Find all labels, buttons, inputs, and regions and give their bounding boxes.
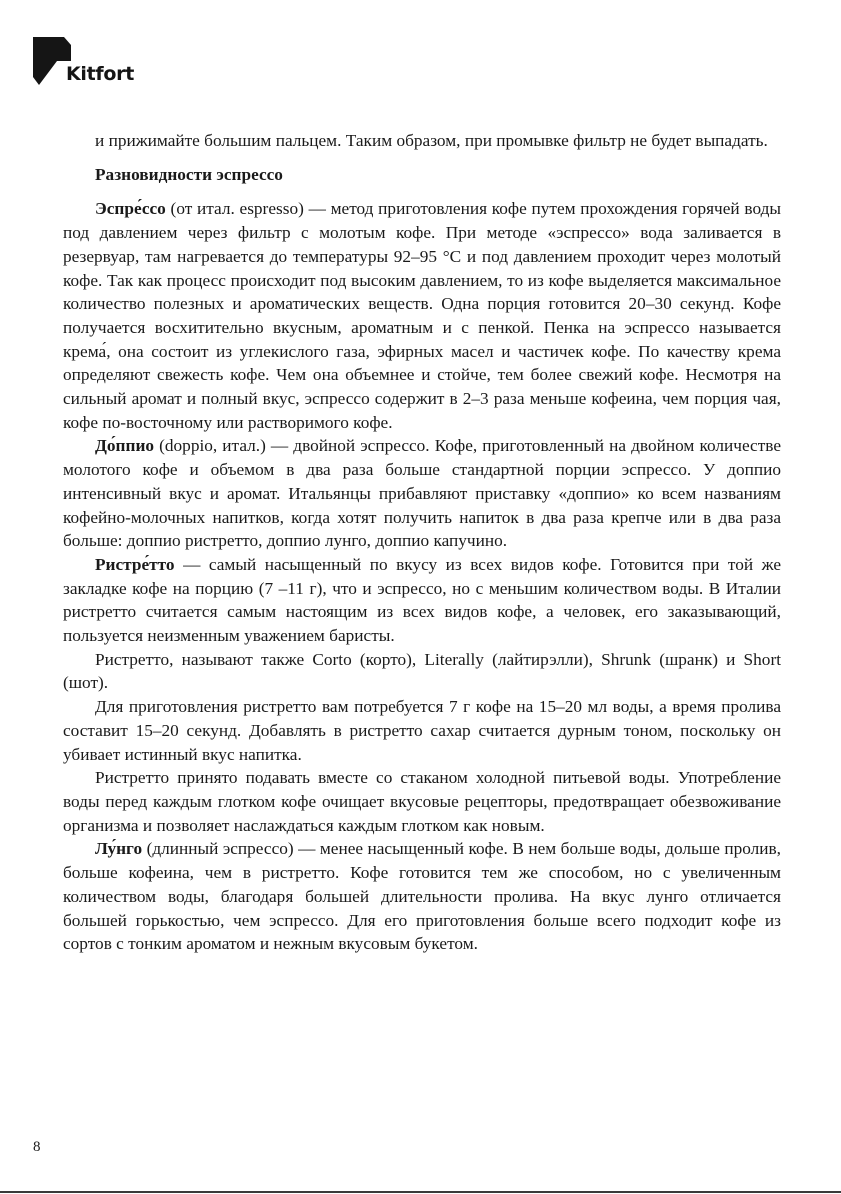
bottom-divider [0, 1191, 841, 1193]
section-title: Разновидности эспрессо [95, 164, 283, 184]
paragraph-ristretto-names: Ристретто, называют также Corto (корто), Literally (лайтирэлли), Shrunk (шранк) и Short (шот). [63, 649, 781, 693]
text-ristretto: — самый насыщенный по вкусу из всех видов кофе. Готовится при той же закладке кофе на порцию (7 –11 г), что и эспрессо, но с меньшим количеством воды. В Италии ристретто считается самым настоящим из всех видов кофе, а человек, его заказывающий, пользуется неизменным уважением баристы. [63, 554, 781, 646]
paragraph-espresso [63, 197, 781, 434]
text-doppio: (doppio, итал.) — двойной эспрессо. Кофе, приготовленный на двойном количестве молотого кофе и объемом в два раза больше стандартной порции эспрессо. У доппио интенсивный вкус и аромат. Итальянцы прибавляют приставку «доппио» ко всем названиям кофейно-молочных напитков, когда хотят получить напиток в два раза крепче или в два раза больше: доппио ристретто, доппио лунго, доппио капучино. [63, 436, 781, 551]
paragraph-doppio [63, 434, 781, 553]
document-body [63, 129, 781, 956]
brand-logo [33, 37, 153, 97]
paragraph-ristretto [63, 553, 781, 648]
term-doppio: До́ппио [95, 436, 155, 456]
paragraph-ristretto-serve: Ристретто принято подавать вместе со стаканом холодной питьевой воды. Употребление воды перед каждым глотком кофе очищает вкусовые рецепторы, предотвращает обезвоживание организма и позволяет наслаждаться каждым глотком как новым. [63, 768, 781, 835]
text-espresso: (от итал. espresso) — метод приготовления кофе путем прохождения горячей воды под давлением через фильтр с молотым кофе. При методе «эспрессо» вода заливается в резервуар, там нагревается до температуры 92–95 °C и под давлением проходит через молотый кофе. Так как процесс происходит под высоким давлением, то из кофе выделяется максимальное количество полезных и ароматических веществ. Одна порция готовится 20–30 секунд. Кофе получается восхитительно вкусным, ароматным и с пенкой. Пенка на эспрессо называется крема́, она состоит из углекислого газа, эфирных масел и частичек кофе. По качеству крема определяют свежесть кофе. Чем она объемнее и стойче, тем более свежий кофе. Несмотря на сильный аромат и полный вкус, эспрессо содержит в 2–3 раза меньше кофеина, чем порция чая, кофе по-восточному или растворимого кофе. [63, 199, 781, 432]
term-ristretto: Ристре́тто [95, 554, 175, 574]
paragraph-lungo [63, 837, 781, 956]
paragraph-ristretto-prep: Для приготовления ристретто вам потребуется 7 г кофе на 15–20 мл воды, а время пролива составит 15–20 секунд. Добавлять в ристретто сахар считается дурным тоном, поскольку он убивает истинный вкус напитка. [63, 697, 781, 764]
term-espresso: Эспре́ссо [95, 199, 166, 219]
brand-name: Kitfort [66, 63, 134, 85]
text-lungo: (длинный эспрессо) — менее насыщенный кофе. В нем больше воды, дольше пролив, больше кофеина, чем в ристретто. Кофе готовится тем же способом, но с увеличенным количеством воды, благодаря большей длительности пролива. На вкус лунго отличается большей горькостью, чем эспрессо. Для его приготовления больше всего подходит кофе из сортов с тонким ароматом и нежным вкусовым букетом. [63, 839, 781, 954]
page-number: 8 [33, 1139, 41, 1155]
term-lungo: Лу́нго [95, 839, 143, 859]
intro-paragraph: и прижимайте большим пальцем. Таким образом, при промывке фильтр не будет выпадать. [95, 131, 768, 150]
section-heading-wrap [63, 163, 781, 187]
